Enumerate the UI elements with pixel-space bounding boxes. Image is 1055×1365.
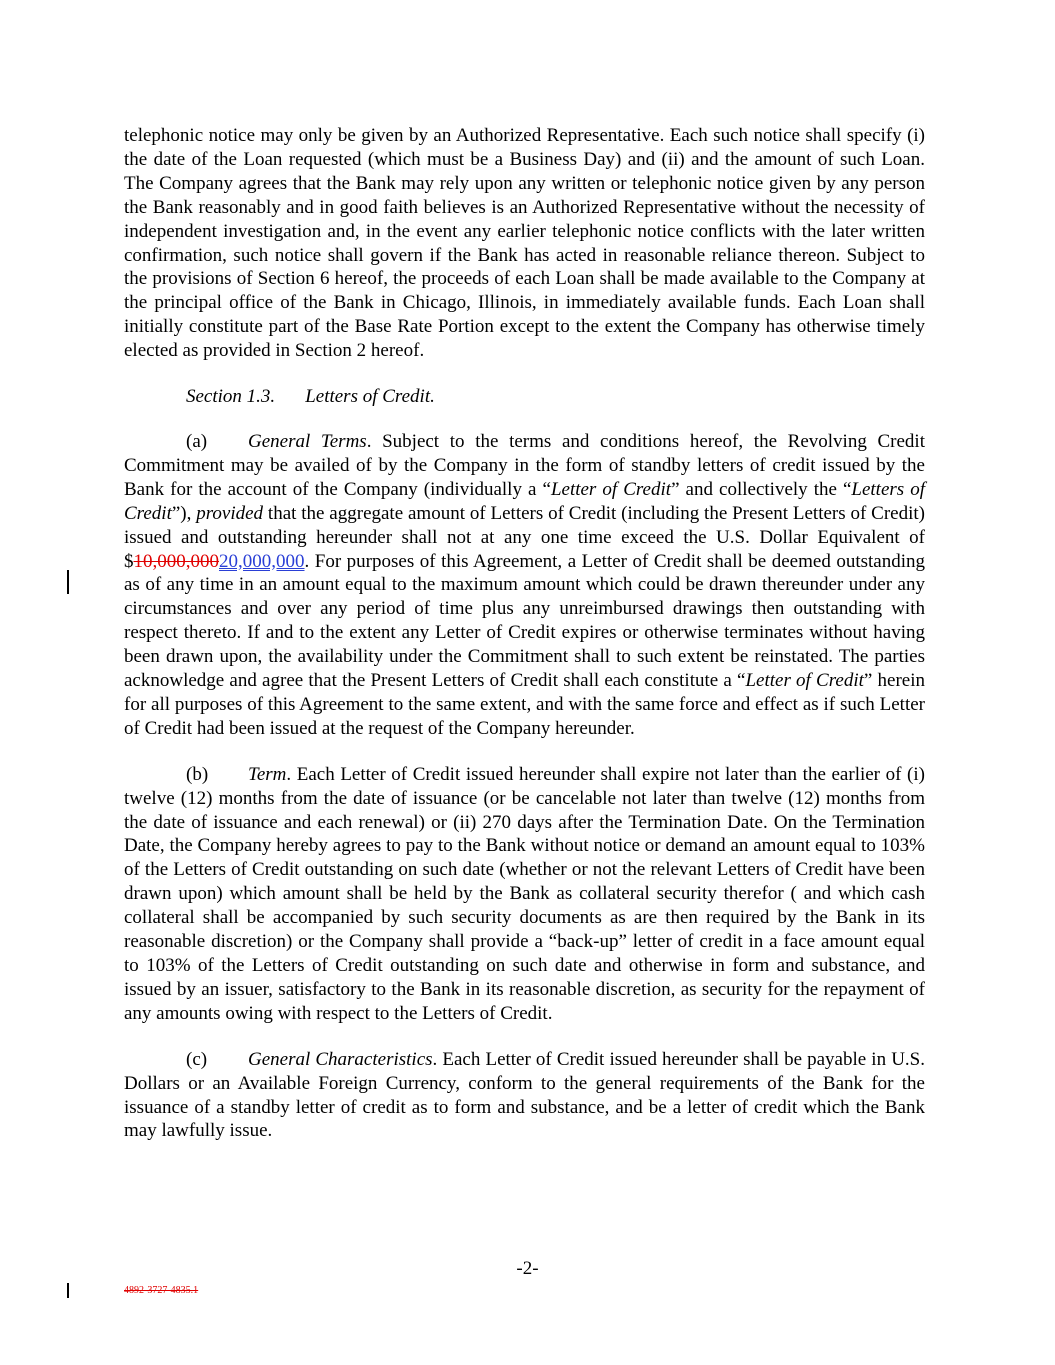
document-page — [124, 124, 925, 1143]
subsection-a-label: (a) — [186, 430, 208, 452]
subsection-a-text: that the aggregate amount of Letters of Credit (including the Present Letters of Credit) issued and outstanding hereunder shall not at any one time exceed the U.S. Dollar Equivalent of $ — [124, 502, 925, 572]
subsection-b-label: (b) — [186, 763, 209, 785]
subsection-c — [124, 1048, 925, 1144]
section-title: Letters of Credit. — [305, 386, 435, 408]
defined-term: Letters of Credit — [124, 478, 926, 524]
deleted-amount: 10,000,000 — [133, 550, 219, 572]
change-bar-amount — [67, 570, 69, 594]
subsection-a-text: ” herein for all purposes of this Agreement to the same extent, and with the same force and effect as if such Letter of Credit had been issued at the request of the Company hereunder. — [124, 670, 925, 739]
subsection-a-text: . For purposes of this Agreement, a Letter of Credit shall be deemed outstanding as of any time in an amount equal to the maximum amount which could be drawn thereunder under any circumstances and over any period of time plus any unreimbursed drawings then outstanding with respect thereto. If and to the extent any Letter of Credit expires or otherwise terminates without having been drawn upon, the availability under the Commitment shall to such extent be reinstated. The parties acknowledge and agree that the Present Letters of Credit shall each constitute a “ — [124, 550, 925, 692]
subsection-c-heading: General Characteristics — [248, 1048, 433, 1070]
paragraph-loan-notice: telephonic notice may only be given by an Authorized Representative. Each such notice shall specify (i) the date of the Loan requested (which must be a Business Day) and (ii) and the amount of such Loan. The Company agrees that the Bank may rely upon any written or telephonic notice given by any person the Bank reasonably and in good faith believes is an Authorized Representative without the necessity of independent investigation and, in the event any earlier telephonic notice conflicts with the later written confirmation, such notice shall govern if the Bank has acted in reasonable reliance thereon. Subject to the provisions of Section 6 hereof, the proceeds of each Loan shall be made available to the Company at the principal office of the Bank in Chicago, Illinois, in immediately available funds. Each Loan shall initially constitute part of the Base Rate Portion except to the extent the Company has otherwise timely elected as provided in Section 2 hereof. — [124, 125, 925, 362]
subsection-a-text: . Subject to the terms and conditions hereof, the Revolving Credit Commitment may be availed of by the Company in the form of standby letters of credit issued by the Bank for the account of the Company (individually a “ — [124, 430, 925, 500]
section-number: Section 1.3. — [186, 386, 276, 408]
subsection-a-text: ” and collectively the “ — [671, 478, 852, 500]
page-number: -2- — [516, 1258, 539, 1279]
subsection-c-text: . Each Letter of Credit issued hereunder shall be payable in U.S. Dollars or an Available Foreign Currency, conform to the general requirements of the Bank for the issuance of a standby letter of credit as to form and substance, and be a letter of credit which the Bank may lawfully issue. — [124, 1048, 925, 1142]
proviso-term: provided — [196, 502, 264, 524]
subsection-c-label: (c) — [186, 1048, 208, 1070]
document-id: 4892-3727-4835.1 — [124, 1285, 199, 1296]
subsection-b-text: . Each Letter of Credit issued hereunder shall expire not later than the earlier of (i) twelve (12) months from the date of issuance (or be cancelable not later than twelve (12) months from the date of issuance and each renewal) or (ii) 270 days after the Termination Date. On the Termination Date, the Company hereby agrees to pay to the Bank without notice or demand an amount equal to 103% of the Letters of Credit outstanding on such date (whether or not the relevant Letters of Credit have been drawn upon) which amount shall be held by the Bank as collateral security therefor ( and which cash collateral shall be accompanied by such security documents as are then required by the Bank in its reasonable discretion) or the Company shall provide a “back-up” letter of credit in a face amount equal to 103% of the Letters of Credit outstanding on such date and otherwise in form and substance, and issued by an issuer, satisfactory to the Bank in its reasonable discretion, as security for the repayment of any amounts owing with respect to the Letters of Credit. — [124, 763, 925, 1024]
subsection-a-heading: General Terms — [248, 430, 367, 452]
subsection-a — [124, 430, 925, 741]
subsection-b-heading: Term — [248, 763, 287, 785]
inserted-amount: 20,000,000 — [219, 550, 305, 572]
defined-term: Letter of Credit — [745, 670, 864, 692]
change-bar-doc-id — [67, 1283, 69, 1298]
subsection-b — [124, 763, 925, 1026]
defined-term: Letter of Credit — [550, 478, 672, 500]
subsection-a-text: ”), — [171, 502, 197, 524]
section-heading — [124, 385, 925, 409]
